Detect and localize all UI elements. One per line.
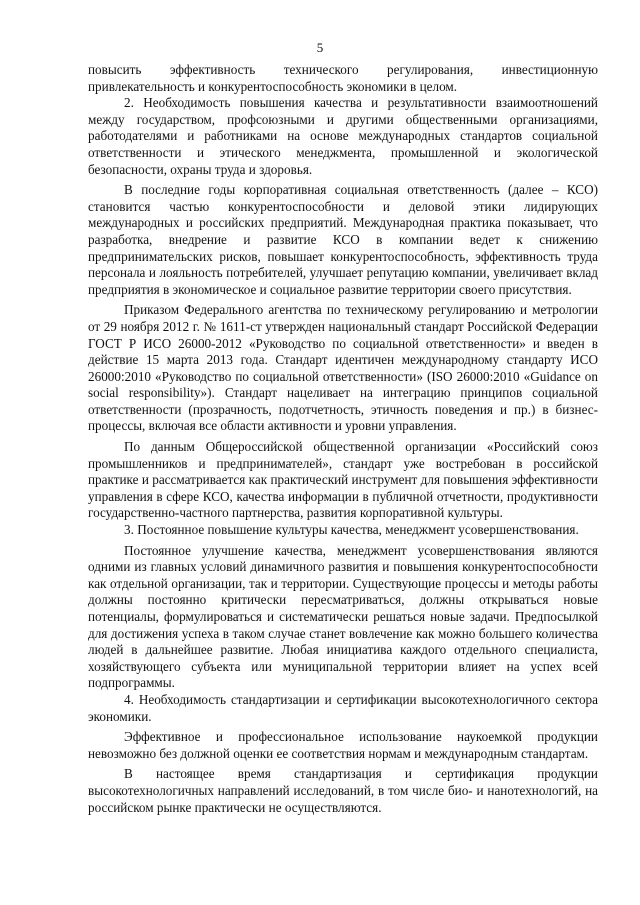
paragraph-item-3: 3. Постоянное повышение культуры качества, менеджмент усовершенствования. — [124, 522, 579, 538]
page-number: 5 — [316, 40, 324, 55]
paragraph-quality-improvement: Постоянное улучшение качества, менеджмент усовершенствования являются одними из главных условий динамичного развития и повышения конкурентоспособности как отдельной организации, так и территории. Существующие процессы и методы работы должны постоянно критически пересматриваться, должны открываться новые потенциалы, формулироваться и систематически решаться новые задачи. Предпосылкой для достижения успеха в таком случае станет вовлечение как можно большего количества людей в дальнейшее развитие. Любая инициатива каждого отдельного специалиста, хозяйствующего субъекта или муниципальной территории влияет на успех всей подпрограммы. — [88, 542, 598, 691]
document-body — [88, 62, 598, 816]
paragraph-continuation: повысить эффективность технического регулирования, инвестиционную привлекательность и конкурентоспособность экономики в целом. — [88, 62, 598, 94]
paragraph-current-status: В настоящее время стандартизация и сертификация продукции высокотехнологичных направлений исследований, в том числе био- и нанотехнологий, на российском рынке практически не осуществляются. — [88, 766, 598, 815]
paragraph-hightech-products: Эффективное и профессиональное использование наукоемкой продукции невозможно без должной оценки ее соответствия нормам и международным стандартам. — [88, 729, 598, 761]
paragraph-gost-order: Приказом Федерального агентства по техническому регулированию и метрологии от 29 ноября 2012 г. № 1611-ст утвержден национальный стандарт Российской Федерации ГОСТ Р ИСО 26000-2012 «Руководство по социальной ответственности» и введен в действие 15 марта 2013 года. Стандарт идентичен международному стандарту ИСО 26000:2010 «Руководство по социальной ответственности» (ISO 26000:2010 «Guidance on social responsibility»). Стандарт нацеливает на интеграцию принципов социальной ответственности (прозрачность, подотчетность, этичность поведения и пр.) в бизнес-процессы, включая все области активности и уровни управления. — [88, 302, 598, 434]
paragraph-rspp: По данным Общероссийской общественной организации «Российский союз промышленников и предпринимателей», стандарт уже востребован в российской практике и рассматривается как практический инструмент для повышения эффективности управления в сфере КСО, качества информации в публичной отчетности, продуктивности государственно-частного партнерства, развития корпоративной культуры. — [88, 439, 598, 521]
paragraph-item-4: 4. Необходимость стандартизации и сертификации высокотехнологичного сектора экономики. — [88, 691, 598, 724]
paragraph-kso: В последние годы корпоративная социальная ответственность (далее – КСО) становится частью конкурентоспособности и деловой этики лидирующих международных и российских предприятий. Международная практика показывает, что разработка, внедрение и развитие КСО в компании ведет к снижению предпринимательских рисков, повышает конкурентоспособность, эффективность труда персонала и лояльность потребителей, улучшает репутацию компании, увеличивает вклад предприятия в экономическое и социальное развитие территории своего присутствия. — [88, 182, 598, 297]
paragraph-item-2: 2. Необходимость повышения качества и результативности взаимоотношений между государством, профсоюзными и другими общественными организациями, работодателями и работниками на основе международных стандартов социальной ответственности и этического менеджмента, промышленной и экологической безопасности, охраны труда и здоровья. — [88, 95, 598, 177]
